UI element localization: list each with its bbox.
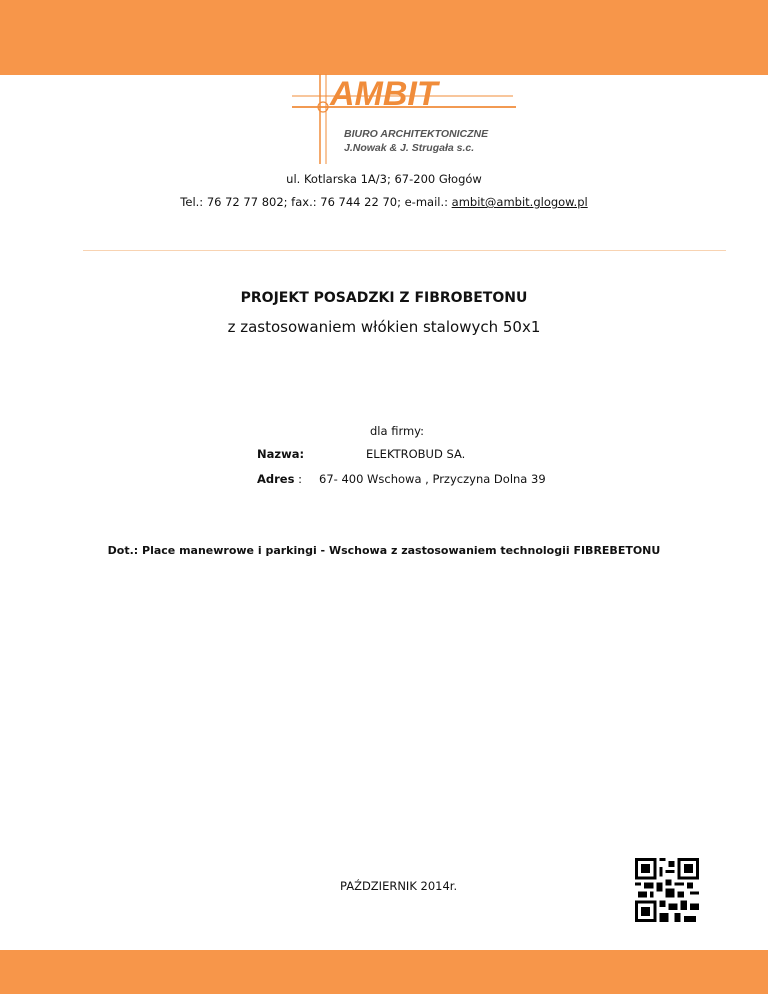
top-orange-band	[0, 0, 768, 75]
client-intro: dla firmy:	[370, 424, 425, 438]
project-title: PROJEKT POSADZKI Z FIBROBETONU	[240, 290, 528, 306]
client-name-value: ELEKTROBUD SA.	[366, 447, 466, 461]
qr-code-icon	[631, 858, 703, 922]
address-label-colon: :	[294, 472, 302, 486]
project-subtitle: z zastosowaniem włókien stalowych 50x1	[227, 318, 541, 336]
email-link[interactable]: ambit@ambit.glogow.pl	[451, 195, 588, 209]
client-name-label: Nazwa:	[257, 447, 305, 461]
header-divider	[83, 250, 726, 251]
document-date: PAŹDZIERNIK 2014r.	[340, 879, 458, 893]
office-line1: BIURO ARCHITEKTONICZNE	[344, 128, 489, 140]
office-address: ul. Kotlarska 1A/3; 67-200 Głogów	[286, 172, 482, 186]
contact-phones: Tel.: 76 72 77 802; fax.: 76 744 22 70; e-mail.:	[180, 195, 452, 209]
client-address-label	[257, 472, 302, 486]
logo-subtitle	[344, 127, 488, 155]
address-label-text: Adres	[257, 472, 295, 486]
subject-line: Dot.: Place manewrowe i parkingi - Wschowa z zastosowaniem technologii FIBREBETONU	[107, 544, 661, 557]
office-line2: J.Nowak & J. Strugała s.c.	[344, 142, 475, 154]
office-contact	[0, 195, 768, 209]
bottom-orange-band	[0, 950, 768, 994]
svg-text:AMBIT: AMBIT	[330, 75, 438, 113]
client-address-value: 67- 400 Wschowa , Przyczyna Dolna 39	[319, 472, 546, 486]
